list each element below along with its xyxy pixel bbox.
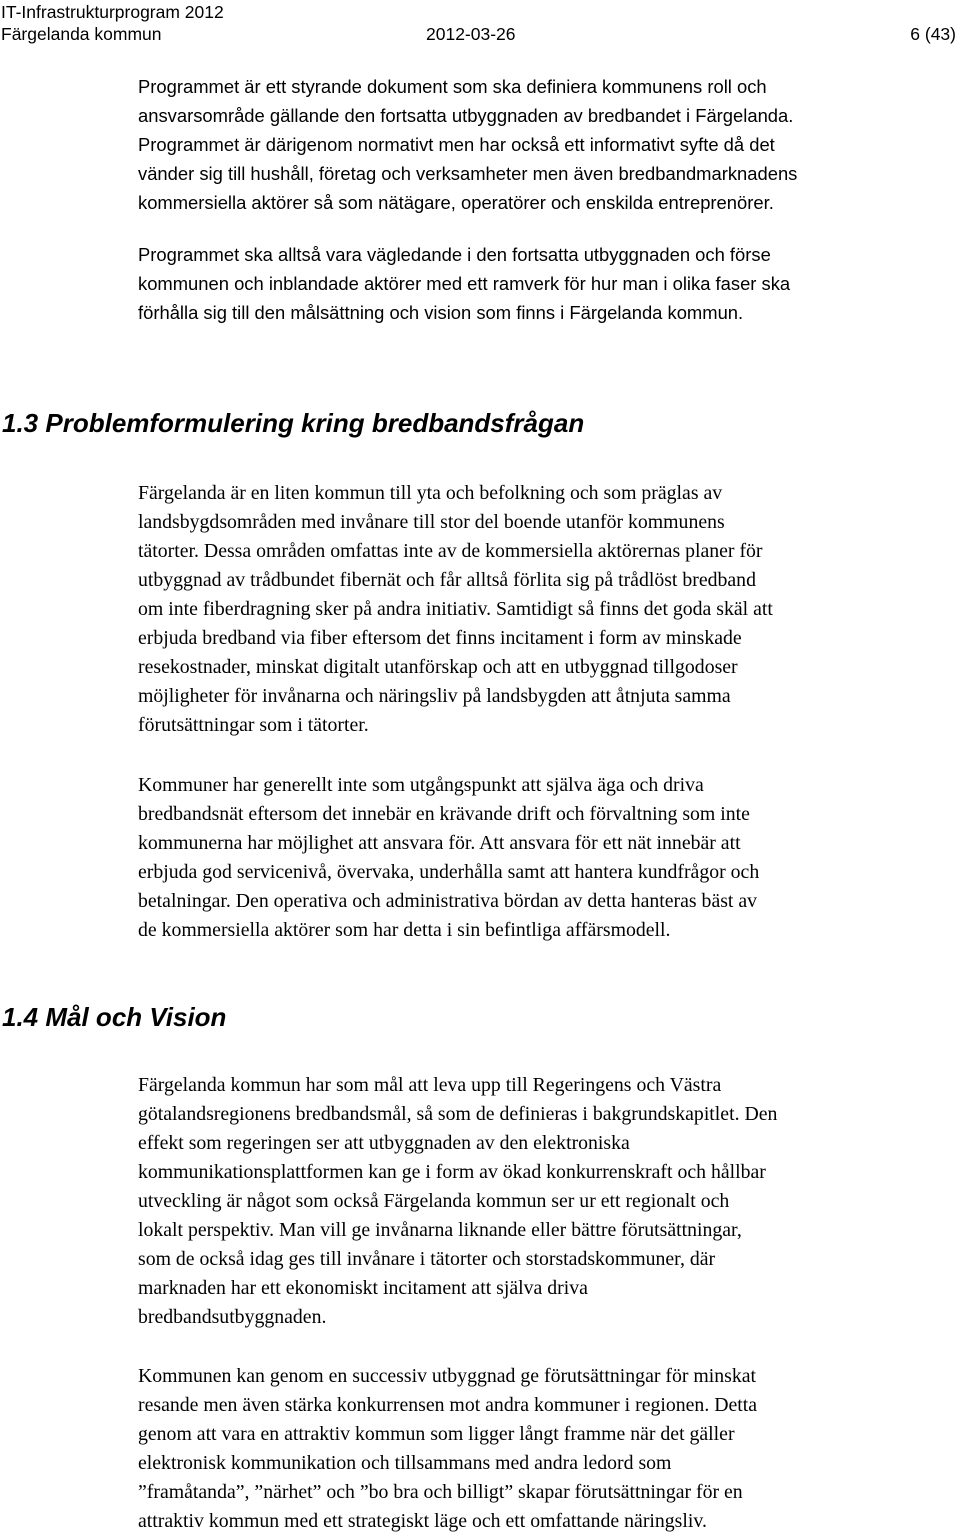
section-1-4-paragraph-2 bbox=[138, 1362, 757, 1536]
text-line: ”framåtanda”, ”närhet” och ”bo bra och billigt” skapar förutsättningar för en bbox=[138, 1481, 743, 1503]
text-line: bredbandsutbyggnaden. bbox=[138, 1306, 327, 1328]
text-line: götalandsregionens bredbandsmål, så som de definieras i bakgrundskapitlet. Den bbox=[138, 1103, 778, 1125]
text-line: effekt som regeringen ser att utbyggnaden av den elektroniska bbox=[138, 1132, 630, 1154]
text-line: Programmet är därigenom normativt men har också ett informativt syfte då det bbox=[138, 134, 775, 155]
text-line: vänder sig till hushåll, företag och verksamheter men även bredbandmarknadens bbox=[138, 163, 798, 184]
text-line: resekostnader, minskat digitalt utanförskap och att en utbyggnad tillgodoser bbox=[138, 656, 738, 678]
text-line: Programmet är ett styrande dokument som ska definiera kommunens roll och bbox=[138, 76, 767, 97]
text-line: förhålla sig till den målsättning och vision som finns i Färgelanda kommun. bbox=[138, 302, 744, 323]
text-line: landsbygdsområden med invånare till stor del boende utanför kommunens bbox=[138, 511, 725, 533]
text-line: Kommuner har generellt inte som utgångspunkt att själva äga och driva bbox=[138, 774, 704, 796]
text-line: om inte fiberdragning sker på andra initiativ. Samtidigt så finns det goda skäl att bbox=[138, 598, 773, 620]
header-page-number: 6 (43) bbox=[910, 24, 956, 44]
text-line: förutsättningar som i tätorter. bbox=[138, 714, 369, 736]
text-line: resande men även stärka konkurrensen mot andra kommuner i regionen. Detta bbox=[138, 1394, 758, 1416]
text-line: de kommersiella aktörer som har detta i sin befintliga affärsmodell. bbox=[138, 919, 671, 941]
intro-paragraph-1 bbox=[138, 72, 797, 217]
section-1-4-paragraph-1 bbox=[138, 1071, 777, 1332]
text-line: möjligheter för invånarna och näringsliv på landsbygden att åtnjuta samma bbox=[138, 685, 731, 707]
section-1-3-paragraph-1 bbox=[138, 479, 773, 740]
header-program-title: IT-Infrastrukturprogram 2012 bbox=[1, 2, 224, 22]
text-line: bredbandsnät eftersom det innebär en krävande drift och förvaltning som inte bbox=[138, 803, 750, 825]
intro-paragraph-2 bbox=[138, 240, 790, 327]
text-line: som de också idag ges till invånare i tätorter och storstadskommuner, där bbox=[138, 1248, 716, 1270]
text-line: marknaden har ett ekonomiskt incitament att själva driva bbox=[138, 1277, 588, 1299]
text-line: kommunerna har möjlighet att ansvara för. Att ansvara för ett nät innebär att bbox=[138, 832, 741, 854]
text-line: Färgelanda är en liten kommun till yta och befolkning och som präglas av bbox=[138, 482, 723, 504]
section-1-3-paragraph-2 bbox=[138, 771, 759, 945]
text-line: erbjuda bredband via fiber eftersom det finns incitament i form av minskade bbox=[138, 627, 742, 649]
text-line: tätorter. Dessa områden omfattas inte av de kommersiella aktörernas planer för bbox=[138, 540, 763, 562]
text-line: genom att vara en attraktiv kommun som ligger långt framme när det gäller bbox=[138, 1423, 735, 1445]
text-line: erbjuda god servicenivå, övervaka, underhålla samt att hantera kundfrågor och bbox=[138, 861, 760, 883]
text-line: kommersiella aktörer så som nätägare, operatörer och enskilda entreprenörer. bbox=[138, 192, 774, 213]
text-line: Kommunen kan genom en successiv utbyggnad ge förutsättningar för minskat bbox=[138, 1365, 757, 1387]
text-line: lokalt perspektiv. Man vill ge invånarna liknande eller bättre förutsättningar, bbox=[138, 1219, 742, 1241]
text-line: utbyggnad av trådbundet fibernät och får alltså förlita sig på trådlöst bredband bbox=[138, 569, 756, 591]
section-heading-1-4: 1.4 Mål och Vision bbox=[2, 1002, 227, 1032]
text-line: kommunen och inblandade aktörer med ett ramverk för hur man i olika faser ska bbox=[138, 273, 791, 294]
header-date: 2012-03-26 bbox=[426, 24, 516, 44]
text-line: Programmet ska alltså vara vägledande i den fortsatta utbyggnaden och förse bbox=[138, 244, 771, 265]
text-line: ansvarsområde gällande den fortsatta utbyggnaden av bredbandet i Färgelanda. bbox=[138, 105, 794, 126]
text-line: elektronisk kommunikation och tillsammans med andra ledord som bbox=[138, 1452, 672, 1474]
text-line: betalningar. Den operativa och administrativa bördan av detta hanteras bäst av bbox=[138, 890, 758, 912]
text-line: attraktiv kommun med ett strategiskt läge och ett omfattande näringsliv. bbox=[138, 1510, 707, 1532]
text-line: kommunikationsplattformen kan ge i form av ökad konkurrenskraft och hållbar bbox=[138, 1161, 766, 1183]
section-heading-1-3: 1.3 Problemformulering kring bredbandsfrågan bbox=[2, 408, 585, 438]
text-line: utveckling är något som också Färgelanda kommun ser ur ett regionalt och bbox=[138, 1190, 730, 1212]
text-line: Färgelanda kommun har som mål att leva upp till Regeringens och Västra bbox=[138, 1074, 722, 1096]
header-organization: Färgelanda kommun bbox=[1, 24, 162, 44]
